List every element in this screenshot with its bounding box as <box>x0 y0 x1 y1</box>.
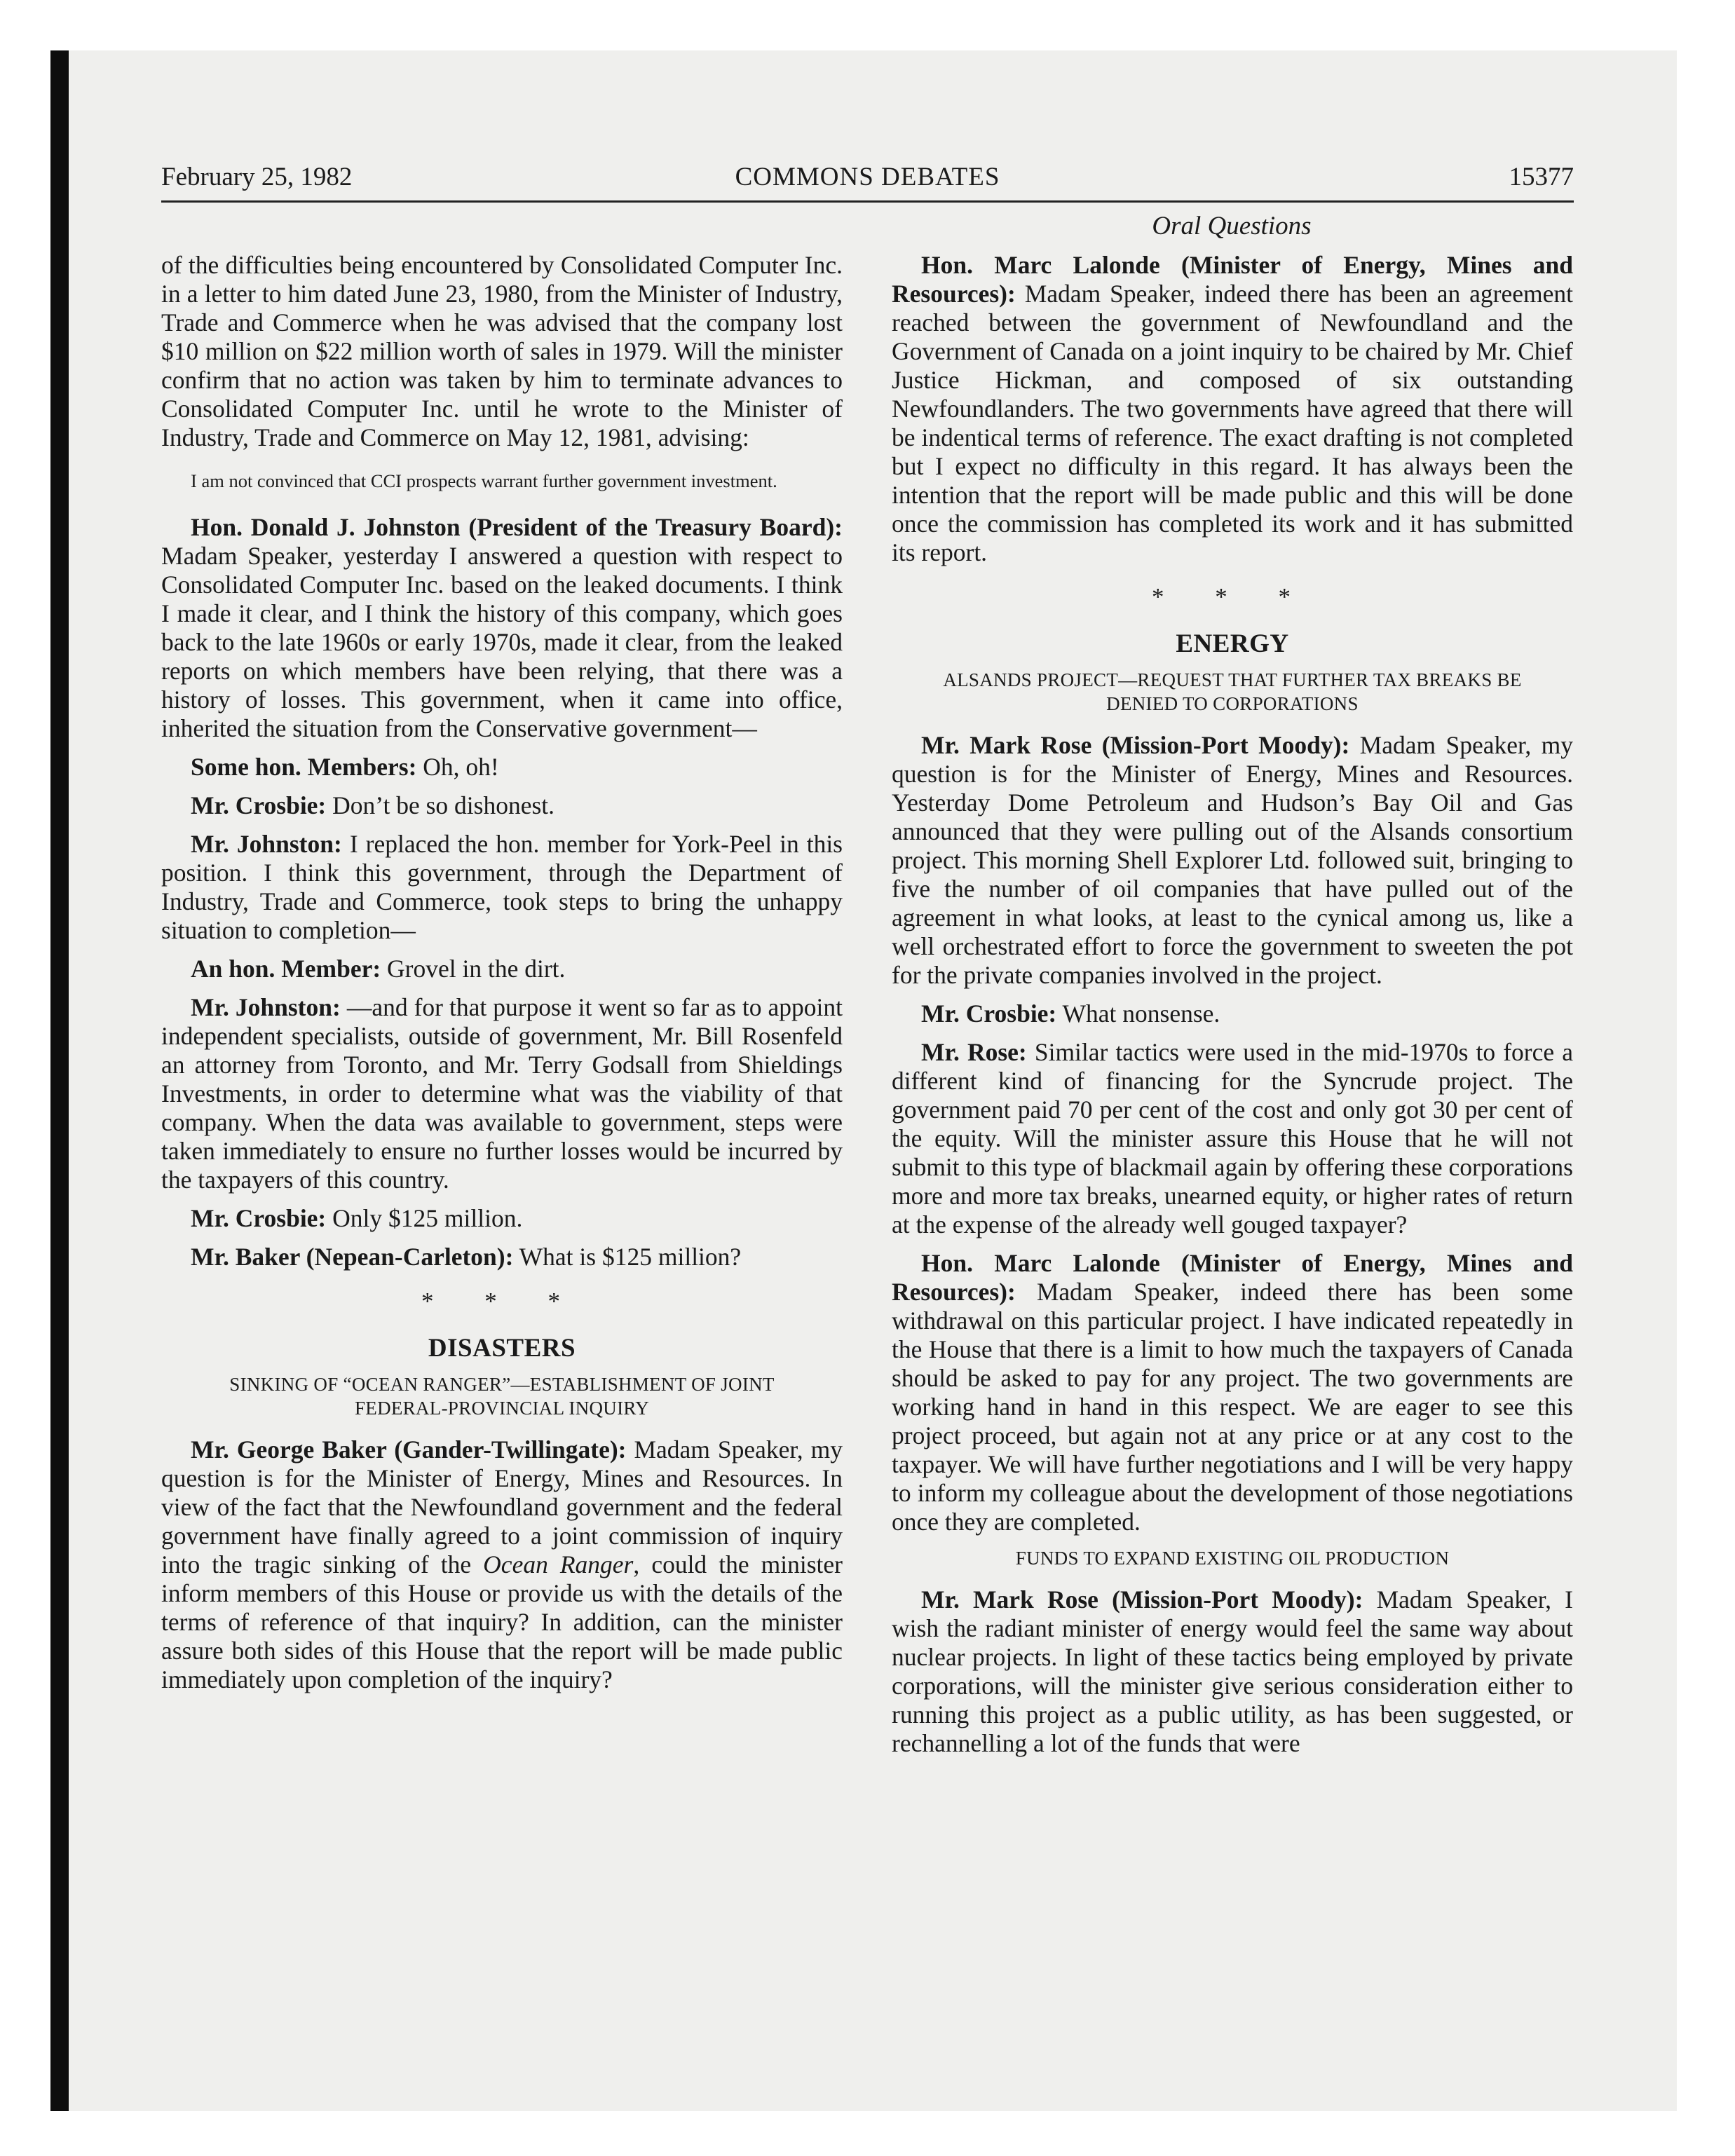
speech-text: What is $125 million? <box>513 1243 742 1271</box>
speaker-name: Mr. Johnston: <box>191 830 342 858</box>
paragraph <box>892 1585 1573 1758</box>
speaker-name: Mr. Mark Rose (Mission-Port Moody): <box>921 1585 1363 1613</box>
paragraph <box>161 830 843 945</box>
paragraph <box>892 1038 1573 1239</box>
paragraph <box>892 999 1573 1028</box>
paragraph <box>161 993 843 1194</box>
paragraph <box>892 251 1573 567</box>
speaker-name: Hon. Donald J. Johnston (President of the Treasury Board): <box>191 513 843 541</box>
speech-text: Madam Speaker, I wish the radiant minister of energy would feel the same way about nuclear projects. In light of these tactics being employed by private corporations, will the minister give serious consideration either to running this project as a public utility, as has been suggested, or rechannelling a lot of the funds that were <box>892 1585 1573 1757</box>
speaker-name: Mr. Crosbie: <box>191 1204 327 1232</box>
header-page-number: 15377 <box>1509 163 1574 191</box>
subheading: ALSANDS PROJECT—REQUEST THAT FURTHER TAX BREAKS BE DENIED TO CORPORATIONS <box>943 669 1522 714</box>
paragraph <box>892 731 1573 990</box>
speech-text: Madam Speaker, yesterday I answered a question with respect to Consolidated Computer Inc. based on the leaked documents. I think I made it clear, and I think the history of this company, which goes back to the late 1960s or early 1970s, made it clear, from the leaked reports on which members have been relying, that there was a history of losses. This government, when it came into office, inherited the situation from the Conservative government— <box>161 542 843 742</box>
section-separator: * * * <box>421 1288 583 1315</box>
header-date: February 25, 1982 <box>161 163 353 191</box>
speaker-name: Mr. Mark Rose (Mission-Port Moody): <box>921 731 1350 759</box>
speaker-name: Mr. Johnston: <box>191 993 341 1021</box>
section-heading: ENERGY <box>1176 629 1289 658</box>
speech-text: Only $125 million. <box>326 1204 523 1232</box>
right-column <box>892 251 1573 1768</box>
speaker-name: Mr. Rose: <box>921 1038 1027 1066</box>
speaker-name: Mr. Crosbie: <box>191 791 327 819</box>
speech-text: Don’t be so dishonest. <box>326 791 555 819</box>
running-head: Oral Questions <box>1152 212 1312 240</box>
speech-text: Grovel in the dirt. <box>381 955 566 983</box>
paragraph <box>892 1249 1573 1536</box>
speech-text: —and for that purpose it went so far as to appoint independent specialists, outside of government, Mr. Bill Rosenfeld an attorney from Toronto, and Mr. Terry Godsall from Shieldings Investments, in order to determine what was the viability of that company. When the data was available to government, steps were taken immediately to ensure no further losses would be incurred by the taxpayers of this country. <box>161 993 843 1194</box>
speech-text: Oh, oh! <box>416 753 499 781</box>
subheading: SINKING OF “OCEAN RANGER”—ESTABLISHMENT OF JOINT FEDERAL-PROVINCIAL INQUIRY <box>229 1374 775 1419</box>
speech-text: Madam Speaker, indeed there has been an agreement reached between the government of Newfoundland and the Government of Canada on a joint inquiry to be chaired by Mr. Chief Justice Hickman, and composed of six outstanding Newfoundlanders. The two governments have agreed that there will be indentical terms of reference. The exact drafting is not completed but I expect no difficulty in this regard. It has always been the intention that the report will be made public and this will be done once the commission has completed its work and it has submitted its report. <box>892 280 1573 566</box>
speech-text: I replaced the hon. member for York-Peel in this position. I think this government, through the Department of Industry, Trade and Commerce, took steps to bring the unhappy situation to completion— <box>161 830 843 944</box>
speaker-name: Hon. Marc Lalonde (Minister of Energy, Mines and Resources): <box>892 1249 1573 1306</box>
paragraph <box>161 1243 843 1271</box>
speaker-name: Mr. George Baker (Gander-Twillingate): <box>191 1435 627 1464</box>
speech-text: , could the minister inform members of this House or provide us with the details of the terms of reference of that inquiry? In addition, can the minister assure both sides of this House that the report will be made public immediately upon completion of the inquiry? <box>161 1550 843 1693</box>
speech-text: Madam Speaker, indeed there has been some withdrawal on this particular project. I have indicated repeatedly in the House that there is a limit to how much the taxpayers of Canada should be asked to pay for any project. The two governments are working hand in hand in this respect. We are eager to see this project proceed, but again not at any price or at any cost to the taxpayer. We will have further negotiations and I will be very happy to inform my colleague about the development of those negotiations once they are completed. <box>892 1278 1573 1536</box>
paragraph <box>161 1435 843 1694</box>
paragraph <box>161 955 843 983</box>
paragraph <box>161 1204 843 1233</box>
left-column <box>161 251 843 1704</box>
speaker-name: Mr. Crosbie: <box>921 999 1057 1028</box>
subheading: FUNDS TO EXPAND EXISTING OIL PRODUCTION <box>1015 1548 1450 1569</box>
paragraph <box>161 791 843 820</box>
speaker-name: Mr. Baker (Nepean-Carleton): <box>191 1243 514 1271</box>
paragraph <box>161 513 843 743</box>
page-header <box>161 161 1574 203</box>
speaker-name: An hon. Member: <box>191 955 381 983</box>
speech-text: Similar tactics were used in the mid-1970s to force a different kind of financing for the Syncrude project. The government paid 70 per cent of the cost and only got 30 per cent of the equity. Will the minister assure this House that he will not submit to this type of blackmail again by offering these corporations more and more tax breaks, unearned equity, or higher rates of return at the expense of the already well gouged taxpayer? <box>892 1038 1573 1239</box>
header-title: COMMONS DEBATES <box>735 163 1000 191</box>
section-separator: * * * <box>1152 583 1313 610</box>
paragraph <box>161 753 843 782</box>
block-quote: I am not convinced that CCI prospects warrant further government investment. <box>191 470 777 491</box>
speech-text: Madam Speaker, my question is for the Minister of Energy, Mines and Resources. Yesterday Dome Petroleum and Hudson’s Bay Oil and Gas announced that they were pulling out of the Alsands consortium project. This morning Shell Explorer Ltd. followed suit, bringing to five the number of oil companies that have pulled out of the agreement in what looks, at least to the cynical among us, like a well orchestrated effort to force the government to sweeten the pot for the private companies involved in the project. <box>892 731 1573 989</box>
speaker-name: Hon. Marc Lalonde (Minister of Energy, Mines and Resources): <box>892 251 1573 308</box>
speech-text: What nonsense. <box>1056 999 1220 1028</box>
speech-text: Madam Speaker, my question is for the Minister of Energy, Mines and Resources. In view of the fact that the Newfoundland government and the federal government have finally agreed to a joint commission of inquiry into the tragic sinking of the <box>161 1435 843 1578</box>
vessel-name: Ocean Ranger <box>483 1550 634 1578</box>
paragraph: of the difficulties being encountered by Consolidated Computer Inc. in a letter to him dated June 23, 1980, from the Minister of Industry, Trade and Commerce when he was advised that the company lost $10 million on $22 million worth of sales in 1979. Will the minister confirm that no action was taken by him to terminate advances to Consolidated Computer Inc. until he wrote to the Minister of Industry, Trade and Commerce on May 12, 1981, advising: <box>161 251 843 451</box>
section-heading: DISASTERS <box>428 1334 576 1363</box>
speaker-name: Some hon. Members: <box>191 753 417 781</box>
